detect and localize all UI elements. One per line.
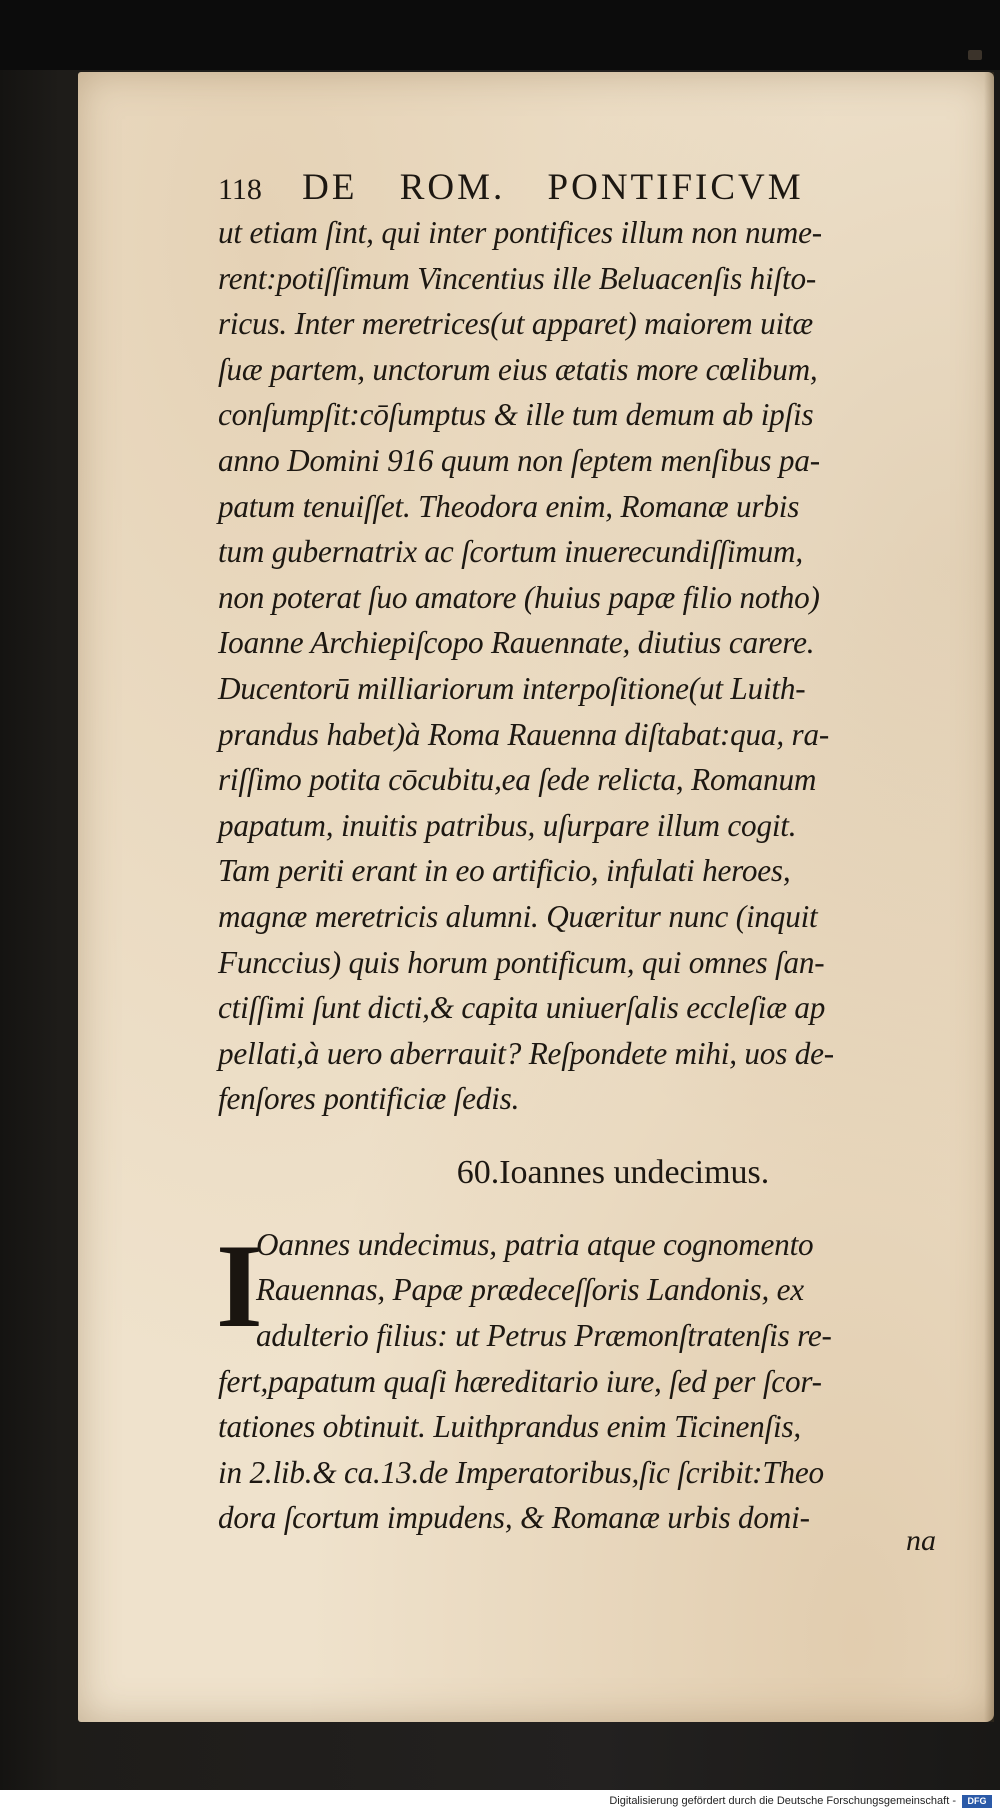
text-line: Tam periti erant in eo artificio, infulati heroes, [218,853,791,889]
page-text-block [218,166,978,1541]
text-line: ſuæ partem, unctorum eius ætatis more cœlibum, [218,351,818,387]
text-line: rent:potiſſimum Vincentius ille Beluacenſis hiſto- [218,260,817,296]
text-line: patum tenuiſſet. Theodora enim, Romanæ urbis [218,488,800,524]
text-line: fert,papatum quaſi hæreditario iure, ſed per ſcor- [218,1363,822,1399]
text-line: adulterio filius: ut Petrus Præmonſtratenſis re- [256,1318,832,1354]
text-line: conſumpſit:cōſumptus & ille tum demum ab ipſis [218,397,814,433]
text-line: Ducentorū milliariorum interpoſitione(ut Luith- [218,670,806,706]
text-line: tum gubernatrix ac ſcortum inuerecundiſſimum, [218,534,803,570]
running-head-word: ROM. [399,167,506,208]
paragraph-1 [218,210,978,1122]
page-edge-shadow [984,72,994,1722]
text-line: tationes obtinuit. Luithprandus enim Ticinenſis, [218,1409,801,1445]
text-line: riſſimo potita cōcubitu,ea ſede relicta, Romanum [218,762,817,798]
text-line: Ioanne Archiepiſcopo Rauennate, diutius carere. [218,625,815,661]
running-head-word: PONTIFICVM [547,167,804,208]
running-head [218,166,978,210]
chapter-heading: 60.Ioannes undecimus. [456,1153,770,1191]
text-line: ricus. Inter meretrices(ut apparet) maiorem uitæ [218,306,813,342]
text-line: fenſores pontificiæ ſedis. [218,1081,520,1117]
dfg-logo: DFG [962,1795,992,1808]
text-line: Oannes undecimus, patria atque cognomento [256,1226,814,1262]
text-line: prandus habet)à Roma Rauenna diſtabat:qua, ra- [218,716,830,752]
text-line: magnæ meretricis alumni. Quæritur nunc (inquit [218,898,818,934]
text-line: papatum, inuitis patribus, uſurpare illum cogit. [218,807,797,843]
running-head-word: DE [302,167,358,208]
text-line: pellati,à uero aberrauit? Reſpondete mihi, uos de- [218,1035,834,1071]
folio-number: 118 [218,173,262,206]
funding-credit: Digitalisierung gefördert durch die Deutsche Forschungsgemeinschaft - [609,1795,956,1807]
text-line: dora ſcortum impudens, & Romanæ urbis domi- [218,1500,810,1536]
text-line: ctiſſimi ſunt dicti,& capita uniuerſalis eccleſiæ ap [218,990,826,1026]
text-line: non poterat ſuo amatore (huius papæ filio notho) [218,579,820,615]
catchword: na [906,1524,936,1557]
paragraph-2 [216,1218,978,1541]
text-line: anno Domini 916 quum non ſeptem menſibus pa- [218,442,820,478]
text-line: in 2.lib.& ca.13.de Imperatoribus,ſic ſcribit:Theo [218,1454,824,1490]
text-line: Rauennas, Papæ prædeceſſoris Landonis, ex [256,1272,804,1308]
scan-top-edge [0,0,1000,70]
drop-cap-initial: I [216,1218,263,1352]
text-line: ut etiam ſint, qui inter pontifices illum non nume- [218,215,822,250]
scan-corner-mark [968,50,982,60]
text-line: Funccius) quis horum pontificum, qui omnes ſan- [218,944,825,980]
